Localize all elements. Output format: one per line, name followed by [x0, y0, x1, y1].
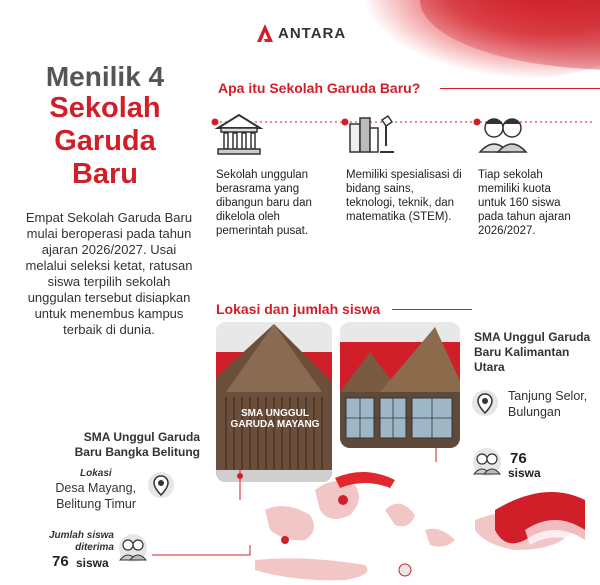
- about-heading: Apa itu Sekolah Garuda Baru?: [218, 80, 421, 96]
- books-microscope-icon: [344, 108, 398, 158]
- students-icon: [476, 108, 530, 158]
- title-line-3: Garuda: [54, 125, 156, 157]
- indonesia-map: [225, 470, 585, 585]
- location-pin-icon: [470, 388, 500, 418]
- school-1-name: SMA Unggul Garuda Baru Bangka Belitung: [74, 430, 200, 459]
- title-line-1: Menilik 4: [45, 61, 165, 92]
- antara-logo-icon: [256, 23, 274, 43]
- about-heading-rule: [440, 88, 600, 89]
- about-item-3-text: Tiap sekolah memiliki kuota untuk 160 siswa pada tahun ajaran 2026/2027.: [478, 169, 571, 237]
- title-main: [40, 92, 170, 191]
- about-item-2-text: Memiliki spesialisasi di bidang sains, teknologi, teknik, dan matematika (STEM).: [346, 169, 462, 223]
- students-count-icon-2: [116, 532, 150, 562]
- school-2-location: Tanjung Selor, Bulungan: [508, 389, 588, 419]
- school-1-location-label: Lokasi: [80, 468, 112, 479]
- school-1-count-label: Jumlah siswa diterima: [48, 530, 114, 553]
- about-item-1-text: Sekolah unggulan berasrama yang dibangun baru dan dikelola oleh pemerintah pusat.: [216, 169, 312, 237]
- school-2-count-unit: siswa: [508, 466, 541, 480]
- school-1-illustration: [216, 322, 332, 482]
- school-1-count: 76: [52, 553, 69, 570]
- locations-heading: Lokasi dan jumlah siswa: [216, 301, 381, 317]
- school-2-name: SMA Unggul Garuda Baru Kalimantan Utara: [474, 330, 591, 374]
- school-1-count-unit: siswa: [76, 556, 109, 570]
- building-sign: SMA UNGGUL GARUDA MAYANG: [230, 408, 320, 430]
- school-2-connector: [430, 448, 442, 462]
- logo-text: ANTARA: [278, 24, 347, 42]
- school-2-count: 76: [510, 450, 527, 467]
- school-building-icon: [212, 110, 266, 160]
- title-line-4: Baru: [71, 158, 139, 190]
- title-line-2: Sekolah: [49, 92, 161, 124]
- location-pin-icon-2: [146, 470, 176, 500]
- antara-logo: [256, 20, 366, 46]
- intro-paragraph: Empat Sekolah Garuda Baru mulai beroperasi pada tahun ajaran 2026/2027. Usai melalui seleksi ketat, ratusan siswa terpilih sekolah unggulan tersebut disiapkan untuk menembus kampus terbaik di dunia.: [25, 210, 193, 337]
- school-1-location: Desa Mayang, Belitung Timur: [55, 481, 136, 511]
- locations-heading-rule: [392, 309, 472, 310]
- school-2-illustration: [340, 322, 460, 448]
